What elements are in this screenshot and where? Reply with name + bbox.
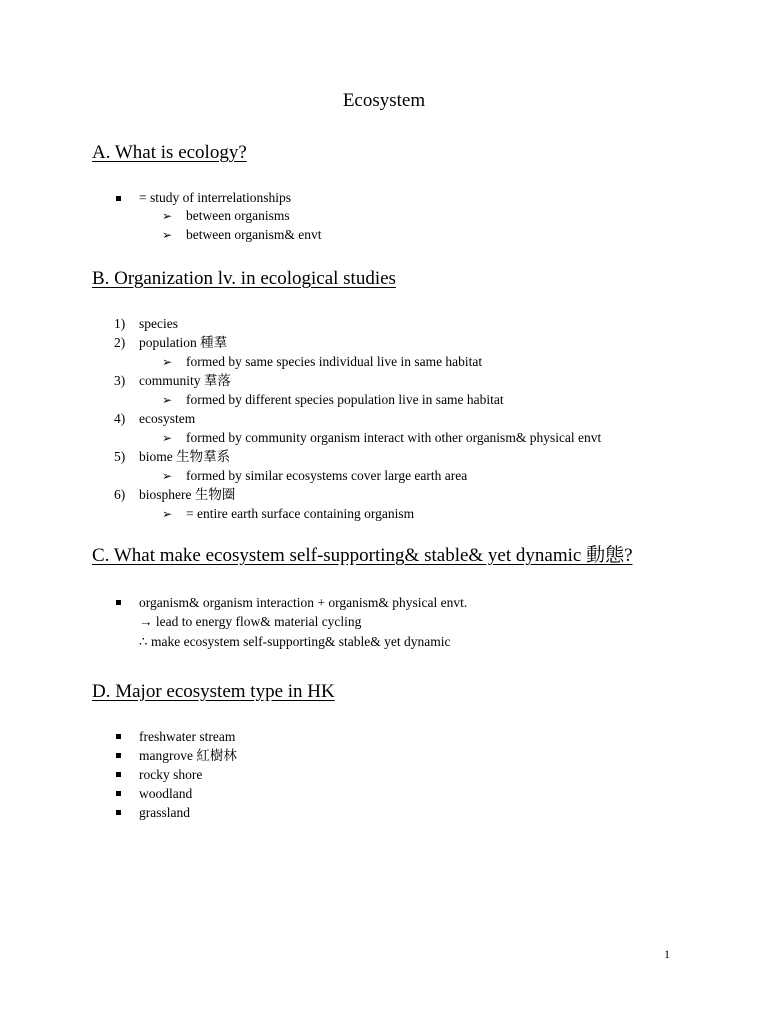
square-bullet-icon [116, 753, 121, 758]
section-c-line-3: ∴ make ecosystem self-supporting& stable& yet dynamic [139, 634, 451, 649]
list-number: 3) [114, 373, 126, 388]
list-number: 1) [114, 316, 126, 331]
list-item: grassland [139, 805, 190, 820]
list-item: ecosystem [139, 411, 196, 426]
list-sub-item: = entire earth surface containing organism [186, 506, 415, 521]
section-a-heading: A. What is ecology? [92, 142, 247, 163]
square-bullet-icon [116, 600, 121, 605]
section-a-sub-2: between organism& envt [186, 227, 322, 242]
square-bullet-icon [116, 791, 121, 796]
section-c-line-2: → lead to energy flow& material cycling [139, 614, 362, 629]
list-item: rocky shore [139, 767, 203, 782]
arrowhead-bullet-icon: ➢ [162, 393, 173, 407]
list-number: 6) [114, 487, 126, 502]
square-bullet-icon [116, 734, 121, 739]
section-d-heading: D. Major ecosystem type in HK [92, 681, 335, 702]
list-item: freshwater stream [139, 729, 236, 744]
list-number: 5) [114, 449, 126, 464]
arrowhead-bullet-icon: ➢ [162, 209, 173, 223]
arrowhead-bullet-icon: ➢ [162, 431, 173, 445]
section-b-heading: B. Organization lv. in ecological studies [92, 268, 396, 289]
list-item: mangrove 紅樹林 [139, 748, 237, 763]
arrowhead-bullet-icon: ➢ [162, 228, 173, 242]
square-bullet-icon [116, 772, 121, 777]
list-sub-item: formed by community organism interact with other organism& physical envt [186, 430, 602, 445]
list-sub-item: formed by different species population live in same habitat [186, 392, 504, 407]
arrowhead-bullet-icon: ➢ [162, 355, 173, 369]
list-item: community 羣落 [139, 373, 231, 388]
square-bullet-icon [116, 196, 121, 201]
list-item: species [139, 316, 178, 331]
square-bullet-icon [116, 810, 121, 815]
list-number: 4) [114, 411, 126, 426]
list-item: population 種羣 [139, 335, 228, 350]
list-item: biome 生物羣系 [139, 449, 231, 464]
arrowhead-bullet-icon: ➢ [162, 507, 173, 521]
page-title: Ecosystem [342, 90, 426, 111]
arrowhead-bullet-icon: ➢ [162, 469, 173, 483]
list-item: biosphere 生物圈 [139, 487, 236, 502]
list-sub-item: formed by same species individual live in same habitat [186, 354, 483, 369]
section-a-sub-1: between organisms [186, 208, 290, 223]
section-c-bullet: organism& organism interaction + organism& physical envt. [139, 595, 468, 610]
list-item: woodland [139, 786, 193, 801]
section-a-bullet: = study of interrelationships [139, 190, 291, 205]
page-number: 1 [664, 947, 670, 961]
section-c-heading: C. What make ecosystem self-supporting& stable& yet dynamic 動態? [92, 545, 633, 566]
list-number: 2) [114, 335, 126, 350]
list-sub-item: formed by similar ecosystems cover large earth area [186, 468, 468, 483]
